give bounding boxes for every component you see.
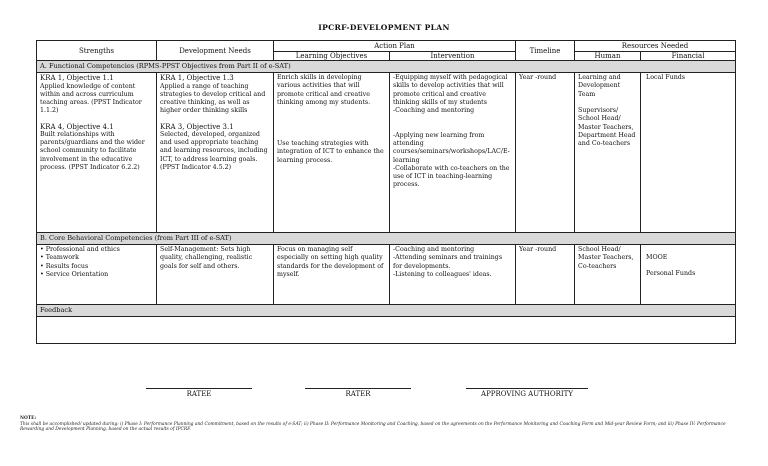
financial-local-funds: Local Funds	[646, 74, 686, 82]
header-learning-objectives: Learning Objectives	[274, 52, 390, 61]
ratee-signature-line: RATEE	[146, 388, 252, 402]
intervention-item: -Listening to colleagues' ideas.	[393, 270, 492, 278]
section-a-label: A. Functional Competencies (RPMS-PPST Objectives from Part II of e-SAT)	[37, 61, 736, 73]
section-a-development-needs	[157, 73, 274, 233]
strength-item: • Service Orientation	[40, 270, 109, 278]
header-strengths: Strengths	[37, 41, 157, 61]
human-2: Supervisors/ School Head/ Master Teachers, Department Head and Co-teachers	[578, 107, 636, 148]
section-b-learning-objectives: Focus on managing self especially on setting high quality standards for the development of myself.	[274, 245, 390, 305]
section-a-timeline: Year -round	[516, 73, 575, 233]
section-b-financial	[641, 245, 736, 305]
header-financial: Financial	[641, 52, 736, 61]
section-a-strengths	[37, 73, 157, 233]
note-text: This shall be accomplished/ updated during: i) Phase I: Performance Planning and Commitment, based on the results of e-SAT; ii) Phase II: Performance Monitoring and Coaching, based on the agreements on the Performance Monitoring and Coaching Form and Mid-year Review Form; and iii) Phase IV: Performance Rewarding and Development Planning, based on the actual results of IPCRF.	[20, 421, 726, 433]
strength-kra1-text: Applied knowledge of content within and across curriculum teaching areas. (PPST Indicator 1.1.2)	[40, 82, 142, 115]
section-b-label: B. Core Behavioral Competencies (from Part III of e-SAT)	[37, 233, 736, 245]
development-plan-table	[36, 40, 736, 344]
section-a-financial	[641, 73, 736, 233]
intervention-3: -Applying new learning from attending courses/seminars/workshops/LAC/E-learning	[393, 132, 510, 164]
intervention-4: -Collaborate with co-teachers on the use of ICT in teaching-learning process.	[393, 164, 510, 189]
objective-1: Enrich skills in developing various activities that will promote critical and creative thinking among my students.	[277, 74, 371, 106]
strength-kra4-title: KRA 4, Objective 4.1	[40, 122, 114, 131]
intervention-item: -Coaching and mentoring	[393, 246, 475, 254]
need-kra1-title: KRA 1, Objective 1.3	[160, 74, 234, 83]
section-b-timeline: Year -round	[516, 245, 575, 305]
feedback-label: Feedback	[37, 305, 736, 317]
need-kra1-text: Applied a range of teaching strategies to develop critical and creative thinking, as well as higher order thinking skills	[160, 82, 266, 115]
section-a-learning-objectives	[274, 73, 390, 233]
section-a-intervention	[390, 73, 516, 233]
section-b-development-needs: Self-Management: Sets high quality, challenging, realistic goals for self and others.	[157, 245, 274, 305]
strength-item: • Professional and ethics	[40, 246, 120, 254]
financial-personal-funds: Personal Funds	[646, 270, 696, 278]
page-title: IPCRF-DEVELOPMENT PLAN	[318, 23, 450, 32]
header-intervention: Intervention	[390, 52, 516, 61]
strength-kra1-title: KRA 1, Objective 1.1	[40, 74, 114, 83]
section-a-human	[575, 73, 641, 233]
footnote	[20, 416, 750, 433]
human-1: Learning and Development Team	[578, 74, 621, 98]
feedback-area	[37, 317, 736, 344]
intervention-item: -Attending seminars and trainings for developments.	[393, 254, 503, 270]
section-b-intervention	[390, 245, 516, 305]
strength-kra4-text: Built relationships with parents/guardians and the wider school community to facilitate involvement in the educative process. (PPST Indicator 6.2.2)	[40, 131, 145, 171]
rater-signature-line: RATER	[305, 388, 411, 402]
header-action-plan: Action Plan	[274, 41, 516, 52]
header-human: Human	[575, 52, 641, 61]
section-b-human: School Head/ Master Teachers, Co-teachers	[575, 245, 641, 305]
section-b-strengths	[37, 245, 157, 305]
objective-2: Use teaching strategies with integration of ICT to enhance the learning process.	[277, 140, 384, 164]
header-development-needs: Development Needs	[157, 41, 274, 61]
approving-authority-signature-line: APPROVING AUTHORITY	[466, 388, 588, 402]
intervention-1: -Equipping myself with pedagogical skills to develop activities that will promote critical and creative thinking skills of my students	[393, 74, 508, 106]
header-timeline: Timeline	[516, 41, 575, 61]
header-resources-needed: Resources Needed	[575, 41, 736, 52]
strength-item: • Teamwork	[40, 254, 79, 262]
strength-item: • Results focus	[40, 262, 89, 270]
financial-mooe: MOOE	[646, 254, 668, 262]
need-kra3-title: KRA 3, Objective 3.1	[160, 122, 234, 131]
note-label: NOTE:	[20, 416, 37, 421]
intervention-2: -Coaching and mentoring	[393, 107, 475, 115]
need-kra3-text: Selected, developed, organized and used appropriate teaching and learning resources, including ICT, to address learning goals. (PPST Indicator 4.5.2)	[160, 131, 268, 171]
